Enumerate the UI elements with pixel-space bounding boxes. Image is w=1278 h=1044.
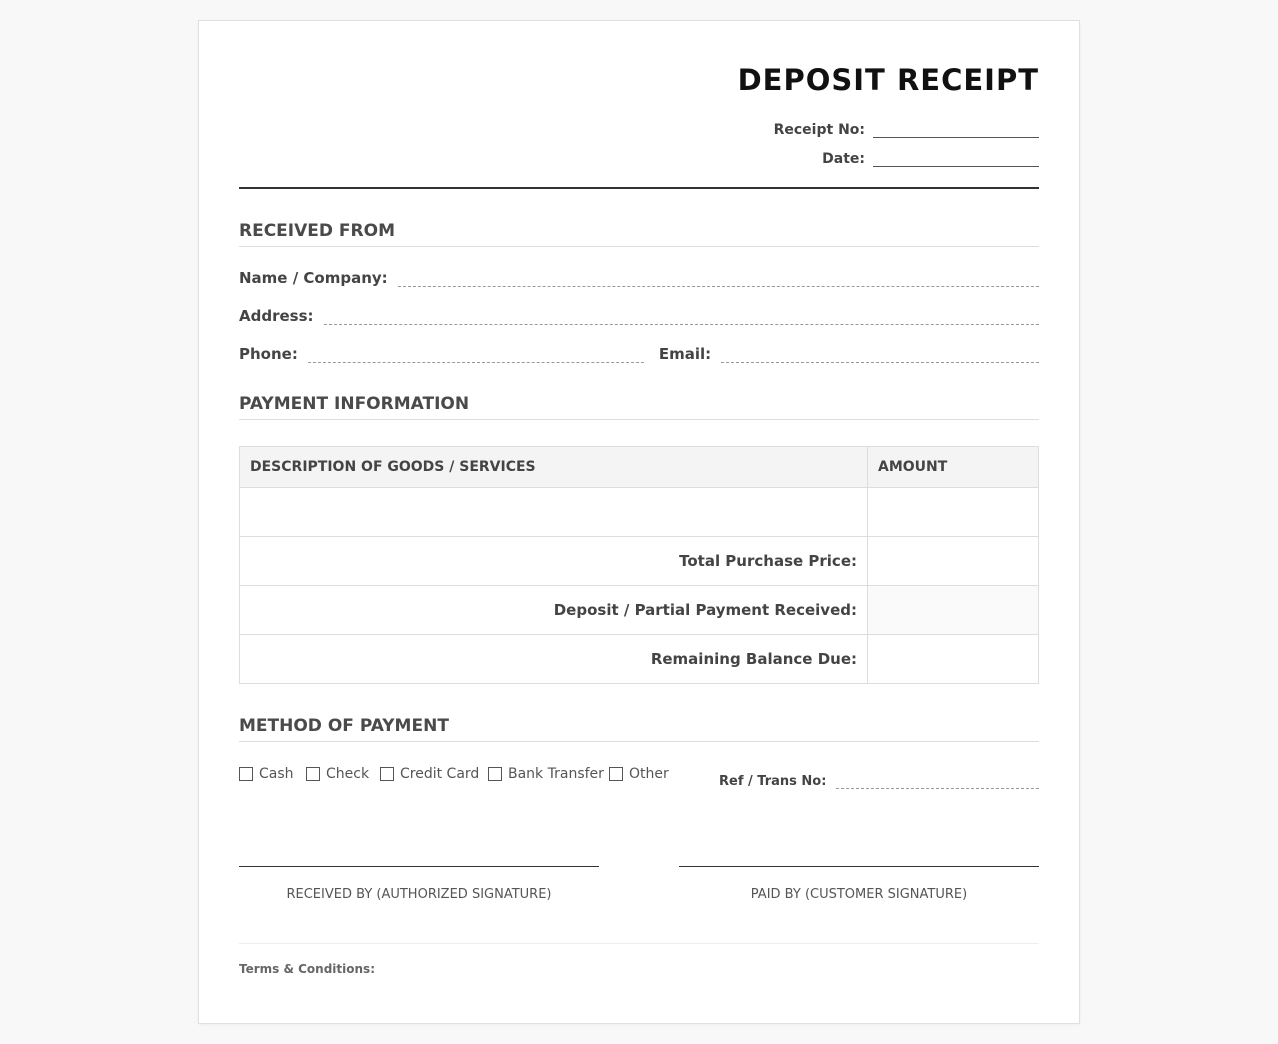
item-amount-cell[interactable] (868, 488, 1039, 537)
payment-option-check[interactable] (306, 766, 369, 782)
total-row (240, 537, 1039, 586)
footer-divider (239, 943, 1039, 944)
authorized-signature-caption: RECEIVED BY (AUTHORIZED SIGNATURE) (286, 887, 552, 902)
receipt-number-field[interactable] (873, 115, 1039, 138)
name-company-label: Name / Company: (239, 269, 388, 287)
customer-signature-caption: PAID BY (CUSTOMER SIGNATURE) (750, 887, 968, 902)
phone-label: Phone: (239, 345, 298, 363)
customer-signature-block (679, 866, 1039, 902)
bank-transfer-label: Bank Transfer (508, 766, 604, 782)
date-row (822, 144, 1039, 167)
authorized-signature-block (239, 866, 599, 902)
email-label: Email: (658, 345, 712, 363)
reference-number-label: Ref / Trans No: (719, 774, 827, 789)
name-company-row (239, 266, 1039, 287)
deposit-row (240, 586, 1039, 635)
payment-option-other[interactable] (609, 766, 669, 782)
table-header-row (240, 447, 1039, 488)
date-label: Date: (822, 151, 865, 167)
date-field[interactable] (873, 144, 1039, 167)
payment-method-options (239, 766, 1039, 790)
phone-email-row (239, 342, 1039, 363)
method-of-payment-heading: METHOD OF PAYMENT (239, 716, 1039, 742)
payment-option-cash[interactable] (239, 766, 294, 782)
amount-column-header: AMOUNT (868, 447, 1039, 488)
check-label: Check (326, 766, 370, 782)
remaining-balance-label: Remaining Balance Due: (240, 635, 868, 684)
terms-and-conditions-label: Terms & Conditions: (239, 962, 375, 976)
address-field[interactable] (324, 304, 1039, 325)
address-row (239, 304, 1039, 325)
check-checkbox[interactable] (306, 767, 320, 781)
cash-checkbox[interactable] (239, 767, 253, 781)
receipt-number-label: Receipt No: (773, 122, 865, 138)
header-divider (239, 187, 1039, 189)
name-company-field[interactable] (398, 266, 1039, 287)
bank-transfer-checkbox[interactable] (488, 767, 502, 781)
received-from-heading: RECEIVED FROM (239, 221, 1039, 247)
other-checkbox[interactable] (609, 767, 623, 781)
document-title: DEPOSIT RECEIPT (737, 63, 1039, 97)
reference-number-field[interactable] (836, 771, 1039, 789)
description-column-header: DESCRIPTION OF GOODS / SERVICES (240, 447, 868, 488)
cash-label: Cash (259, 766, 294, 782)
payment-option-credit-card[interactable] (380, 766, 479, 782)
authorized-signature-line[interactable] (239, 866, 599, 867)
receipt-sheet (198, 20, 1080, 1024)
deposit-received-cell[interactable] (868, 586, 1039, 635)
remaining-balance-cell[interactable] (868, 635, 1039, 684)
credit-card-checkbox[interactable] (380, 767, 394, 781)
address-label: Address: (239, 307, 314, 325)
total-purchase-price-cell[interactable] (868, 537, 1039, 586)
credit-card-label: Credit Card (400, 766, 480, 782)
table-row (240, 488, 1039, 537)
payment-option-bank-transfer[interactable] (488, 766, 604, 782)
payment-information-heading: PAYMENT INFORMATION (239, 394, 1039, 420)
balance-row (240, 635, 1039, 684)
deposit-received-label: Deposit / Partial Payment Received: (240, 586, 868, 635)
total-purchase-price-label: Total Purchase Price: (240, 537, 868, 586)
other-label: Other (629, 766, 669, 782)
email-field[interactable] (721, 342, 1039, 363)
item-description-cell[interactable] (240, 488, 868, 537)
phone-field[interactable] (308, 342, 644, 363)
customer-signature-line[interactable] (679, 866, 1039, 867)
receipt-number-row (774, 115, 1039, 138)
reference-number-row (719, 771, 1039, 789)
payment-table (239, 446, 1039, 684)
